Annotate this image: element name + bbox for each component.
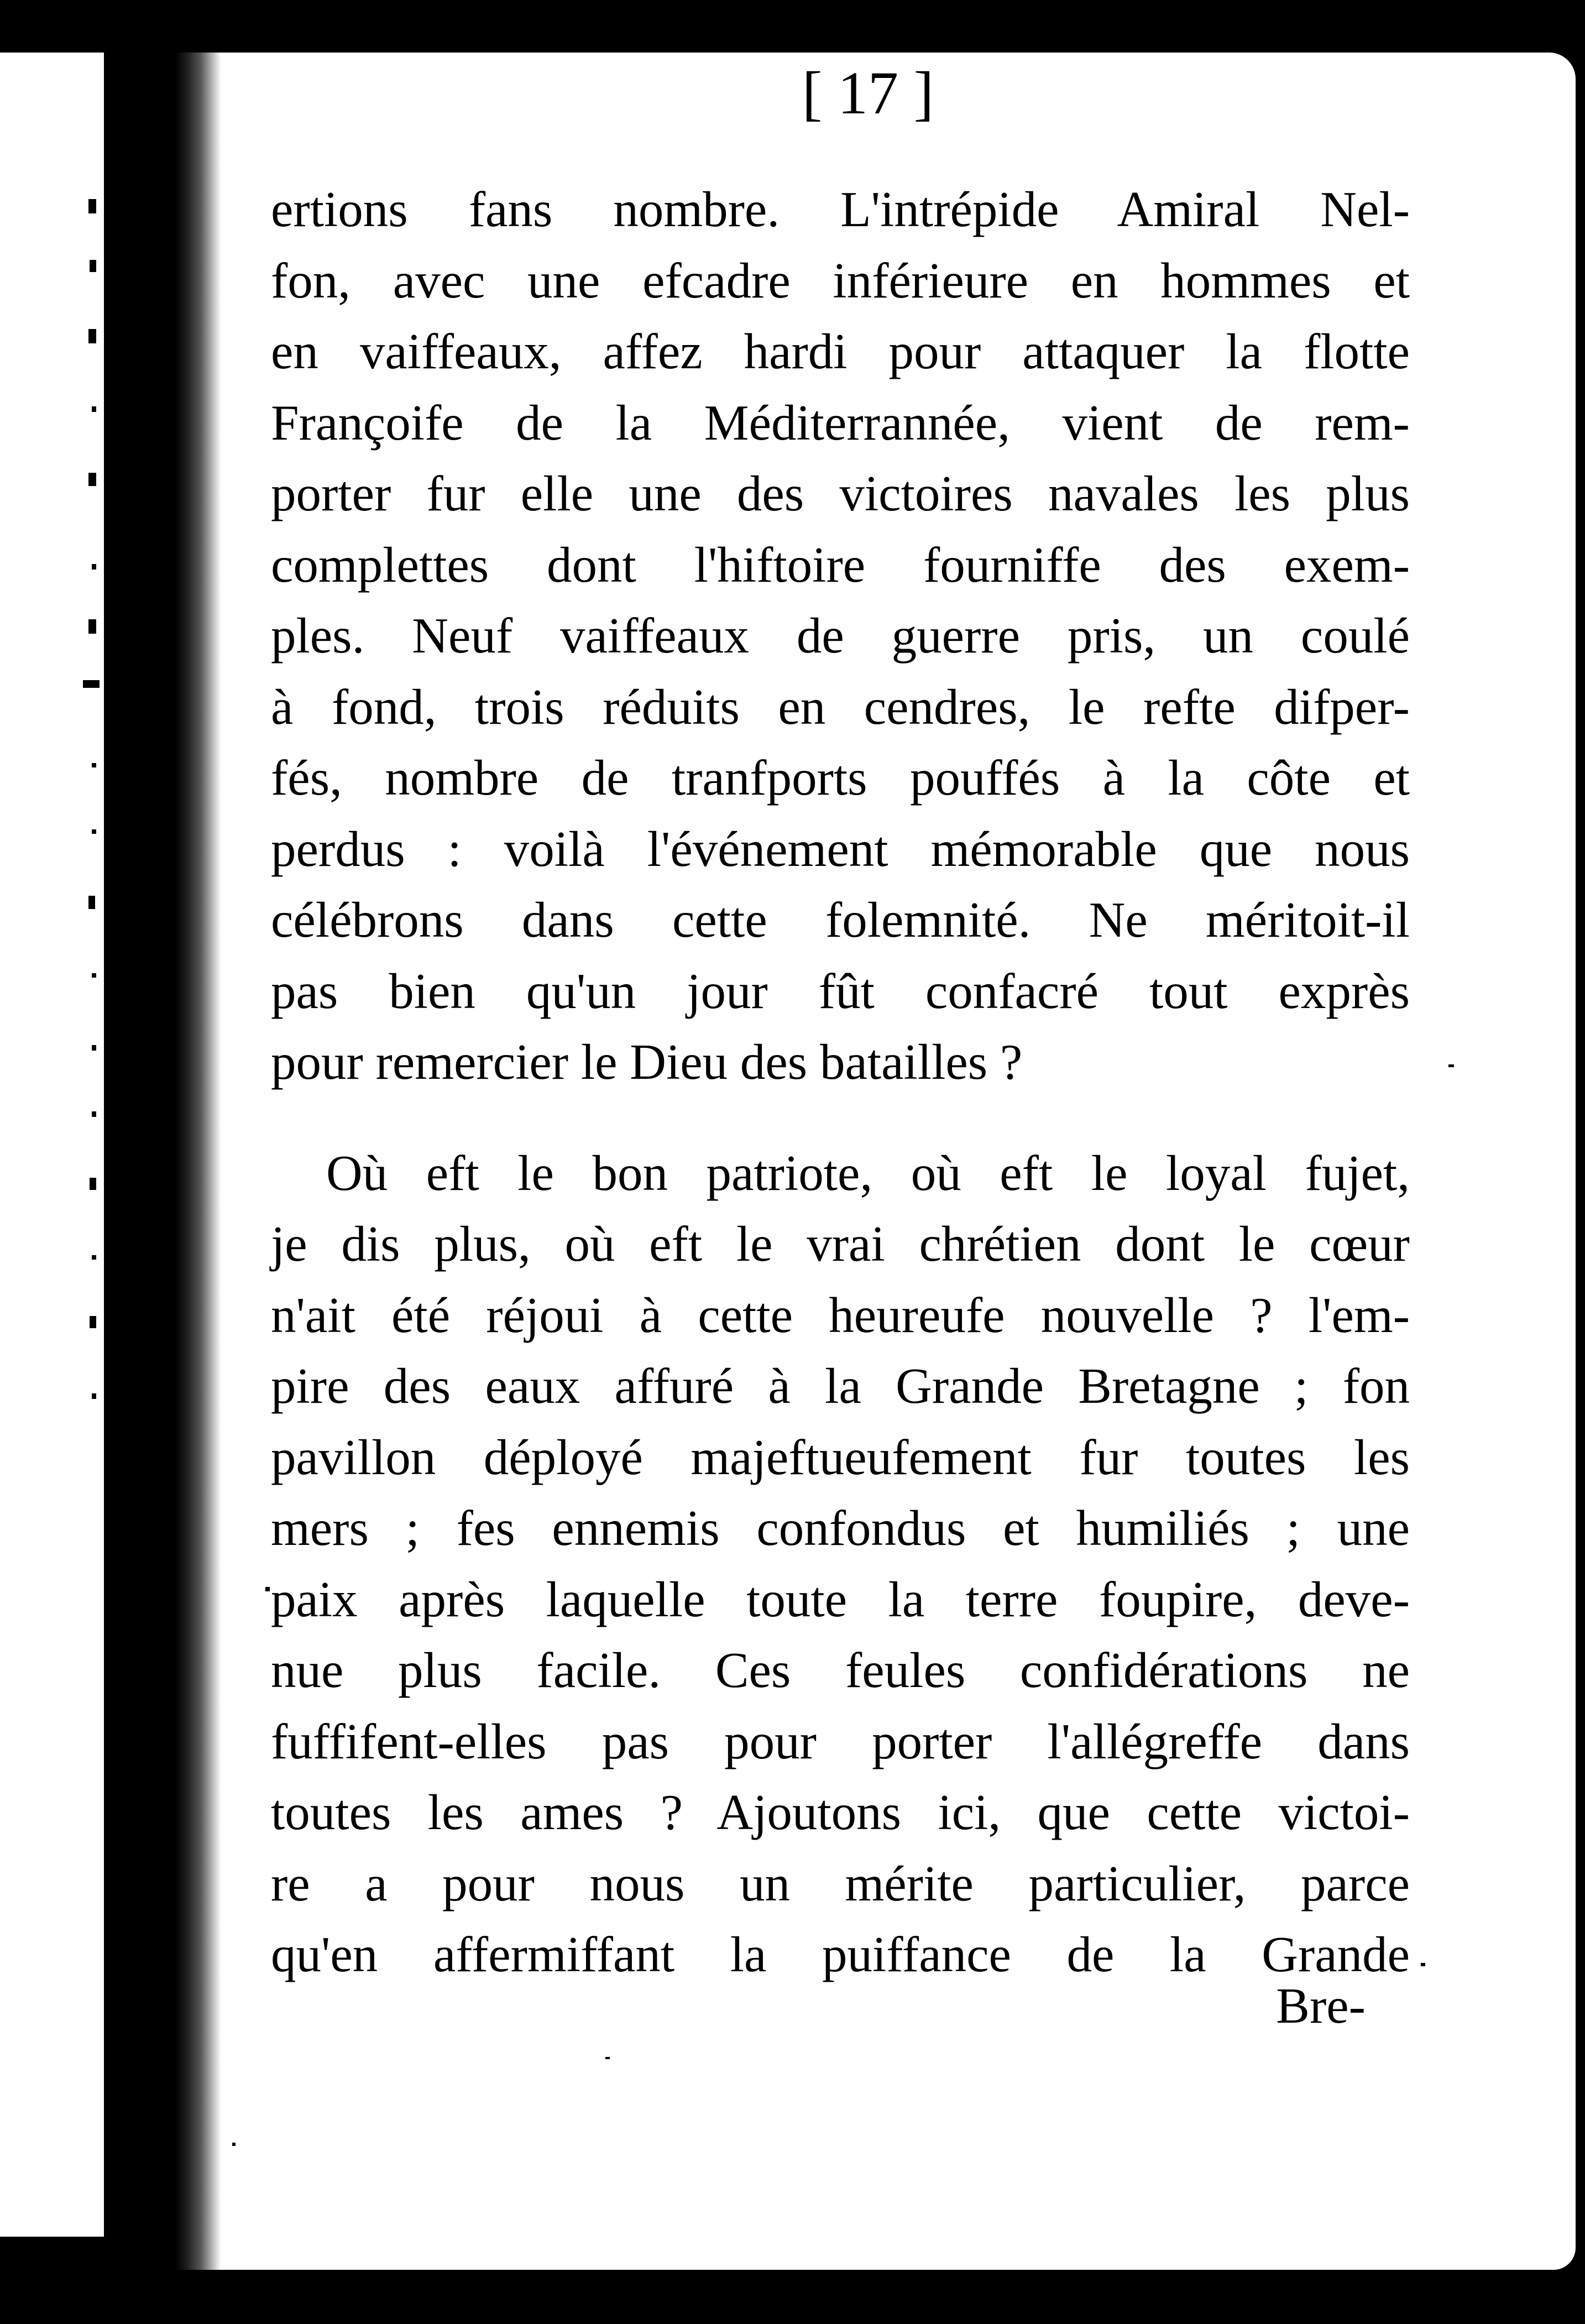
facing-page-edge	[0, 53, 104, 2237]
text-line: re a pour nous un mérite particulier, parce	[271, 1855, 1410, 1912]
catchword: Bre-	[1276, 1978, 1366, 2034]
text-line: fés, nombre de tranfports pouffés à la côte et	[271, 750, 1410, 806]
paragraph-2	[271, 1138, 1410, 1991]
page-number: [ 17 ]	[802, 59, 934, 127]
text-line: ples. Neuf vaiffeaux de guerre pris, un coulé	[271, 608, 1410, 664]
text-line: qu'en affermiffant la puiffance de la Grande	[271, 1926, 1410, 1982]
text-line: Françoife de la Méditerrannée, vient de rem-	[271, 394, 1410, 451]
text-line: complettes dont l'hiftoire fourniffe des exem-	[271, 536, 1410, 593]
ink-speck	[265, 1587, 270, 1591]
text-line: mers ; fes ennemis confondus et humiliés ; une	[271, 1500, 1410, 1556]
ink-speck	[1421, 1963, 1425, 1966]
text-line: paix après laquelle toute la terre foupire, deve-	[271, 1571, 1410, 1627]
text-line: je dis plus, où eft le vrai chrétien dont le cœur	[271, 1216, 1410, 1272]
page-gutter-shadow	[138, 53, 221, 2270]
text-line: perdus : voilà l'événement mémorable que nous	[271, 821, 1410, 877]
text-line: Où eft le bon patriote, où eft le loyal fujet,	[326, 1145, 1410, 1201]
ink-speck	[232, 2143, 236, 2146]
text-line: célébrons dans cette folemnité. Ne méritoit-il	[271, 892, 1410, 948]
text-line: pas bien qu'un jour fût confacré tout exprès	[271, 963, 1410, 1019]
text-line: ertions fans nombre. L'intrépide Amiral Nel-	[271, 181, 1410, 237]
text-line: fon, avec une efcadre inférieure en hommes et	[271, 252, 1410, 309]
text-line: en vaiffeaux, affez hardi pour attaquer la flotte	[271, 323, 1410, 379]
text-line: fuffifent-elles pas pour porter l'allégreffe dans	[271, 1713, 1410, 1769]
text-line: pour remercier le Dieu des batailles ?	[271, 1034, 1023, 1090]
text-line: pavillon déployé majeftueufement fur toutes les	[271, 1429, 1410, 1485]
text-line: pire des eaux affuré à la Grande Bretagne ; fon	[271, 1358, 1410, 1414]
text-line: porter fur elle une des victoires navales les plus	[271, 466, 1410, 521]
text-line: n'ait été réjoui à cette heureufe nouvelle ? l'em-	[271, 1287, 1410, 1343]
text-line: toutes les ames ? Ajoutons ici, que cette victoi-	[271, 1784, 1410, 1840]
ink-speck	[1448, 1064, 1454, 1067]
paragraph-1	[271, 174, 1410, 1098]
body-text	[271, 174, 1410, 1991]
text-line: à fond, trois réduits en cendres, le refte difper-	[271, 678, 1410, 735]
text-line: nue plus facile. Ces feules confidérations ne	[271, 1642, 1410, 1698]
ink-speck	[605, 2057, 610, 2059]
paragraph-spacing	[271, 1098, 1410, 1138]
